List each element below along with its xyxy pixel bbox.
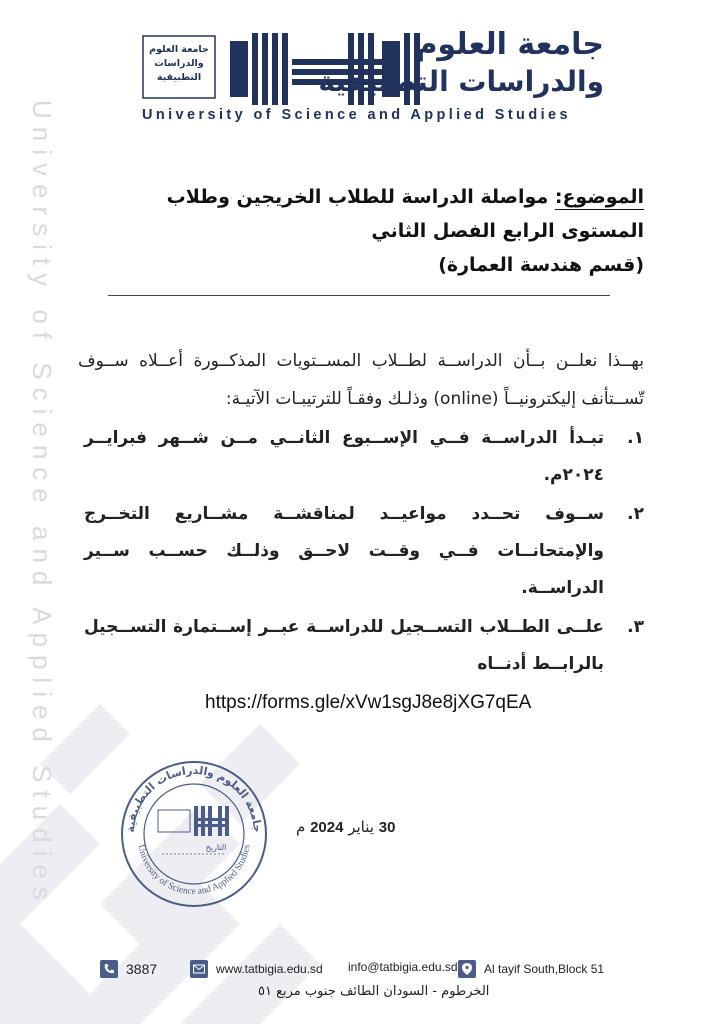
- letter-date: [296, 818, 395, 836]
- stamp-seal-icon: [118, 758, 270, 910]
- email-link[interactable]: info@tatbigia.edu.sd: [348, 960, 458, 974]
- list-item: [84, 420, 644, 494]
- registration-link[interactable]: https://forms.gle/xVw1sgJ8e8jXG7qEA: [205, 692, 532, 713]
- footer-address: [458, 960, 604, 978]
- website-link[interactable]: www.tatbigia.edu.sd: [216, 962, 323, 976]
- university-name-ar-line2: والدراسات التطبيقية: [318, 65, 604, 98]
- university-stamp: [118, 758, 270, 910]
- svg-text:University of Science and Appl: [135, 844, 252, 897]
- subject-line-1: [84, 180, 644, 214]
- body-paragraph: بهــذا نعلــن بــأن الدراســة لطــلاب المســتويات المذكــورة أعــلاه ســوف تّســتأنف إليكترونيــاً (online) وذلـك وفقـاً للترتيبـات الآتيـة:: [78, 351, 644, 409]
- list-item-text: تبـدأ الدراســة فــي الإســبوع الثانــي مــن شــهر فبرايــر ٢٠٢٤م.: [84, 428, 604, 485]
- location-pin-icon: [458, 960, 476, 978]
- university-name-ar-line1: جامعة العلوم: [415, 27, 604, 62]
- side-watermark: University of Science and Applied Studies: [27, 100, 57, 908]
- list-item-text: ســوف تحــدد مواعيــد لمناقشــة مشــاريع التخــرج والإمتحانــات فــي وقــت لاحــق وذلــك حســب ســير الدراســة.: [84, 504, 604, 598]
- address-en: Al tayif South,Block 51: [484, 962, 605, 976]
- logo-emblem-text: جامعة العلوم والدراسات التطبيقية: [149, 44, 209, 83]
- stamp-date-label: التاريخ: [205, 843, 227, 852]
- date-year: 2024: [310, 819, 344, 836]
- footer-website: [190, 960, 323, 978]
- footer: [100, 958, 620, 1018]
- university-name-en: University of Science and Applied Studies: [142, 107, 571, 123]
- mail-icon: [190, 960, 208, 978]
- list-item: [84, 496, 644, 607]
- subject-line-3: (قسم هندسة العمارة): [438, 254, 644, 276]
- subject-block: [84, 180, 644, 282]
- list-item-text: علــى الطــلاب التســجيل للدراســة عبــر إســتمارة التســجيل بالرابــط أدنــاه: [84, 617, 604, 674]
- date-month: يناير: [348, 818, 374, 836]
- list-item-number: ٣.: [627, 617, 644, 637]
- phone-number: 3887: [126, 961, 158, 977]
- address-ar: الخرطوم - السودان الطائف جنوب مربع ٥١: [258, 984, 490, 999]
- phone-icon: [100, 960, 118, 978]
- stamp-ring-english: University of Science and Applied Studies: [135, 843, 253, 898]
- logo-emblem: [142, 35, 216, 99]
- letterhead: [110, 25, 610, 135]
- list-item-number: ١.: [627, 428, 644, 448]
- stamp-ring-arabic: جامعة العلوم والدراسات التطبيقية: [123, 763, 265, 833]
- list-item: [84, 609, 644, 683]
- subject-line-2: المستوى الرابع الفصل الثاني: [371, 220, 644, 242]
- arrangements-list: [84, 420, 644, 683]
- date-suffix: م: [296, 818, 306, 836]
- subject-line1-text: مواصلة الدراسة للطلاب الخريجين وطلاب: [166, 186, 549, 208]
- footer-email: [348, 960, 458, 974]
- divider: [108, 295, 610, 296]
- subject-label: الموضوع:: [554, 186, 644, 208]
- list-item-number: ٢.: [627, 504, 644, 524]
- date-day: 30: [378, 819, 396, 836]
- footer-phone: [100, 960, 157, 978]
